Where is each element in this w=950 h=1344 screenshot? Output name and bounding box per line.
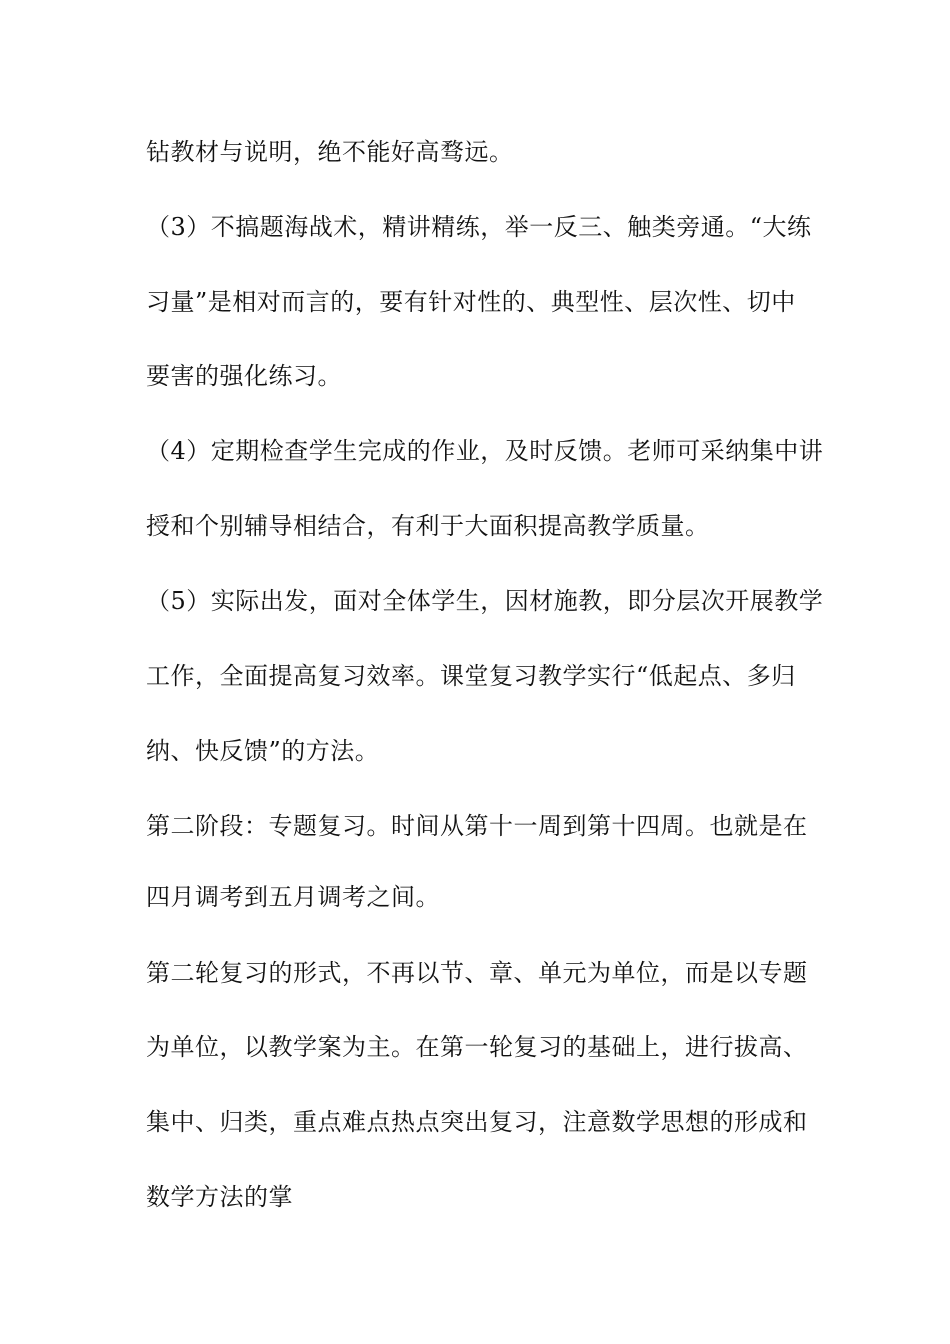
text-line-7: （5）实际出发，面对全体学生，因材施教，即分层次开展教学 (146, 587, 824, 615)
text-line-4: 要害的强化练习。 (146, 362, 342, 390)
text-line-9: 纳、快反馈”的方法。 (146, 737, 380, 765)
text-line-11: 四月调考到五月调考之间。 (146, 883, 440, 911)
text-line-5: （4）定期检查学生完成的作业，及时反馈。老师可采纳集中讲 (146, 437, 824, 465)
text-line-8: 工作，全面提高复习效率。课堂复习教学实行“低起点、多归 (146, 662, 796, 690)
text-line-14: 集中、归类，重点难点热点突出复习，注意数学思想的形成和 (146, 1108, 808, 1136)
text-line-13: 为单位，以教学案为主。在第一轮复习的基础上，进行拔高、 (146, 1033, 808, 1061)
text-line-12: 第二轮复习的形式，不再以节、章、单元为单位，而是以专题 (146, 959, 808, 987)
text-line-1: 钻教材与说明，绝不能好高骛远。 (146, 138, 514, 166)
text-line-2: （3）不搞题海战术，精讲精练，举一反三、触类旁通。“大练 (146, 213, 812, 241)
text-line-10: 第二阶段：专题复习。时间从第十一周到第十四周。也就是在 (146, 812, 808, 840)
text-line-3: 习量”是相对而言的，要有针对性的、典型性、层次性、切中 (146, 288, 796, 316)
text-line-15: 数学方法的掌 (146, 1183, 293, 1211)
text-line-6: 授和个别辅导相结合，有利于大面积提高教学质量。 (146, 512, 710, 540)
